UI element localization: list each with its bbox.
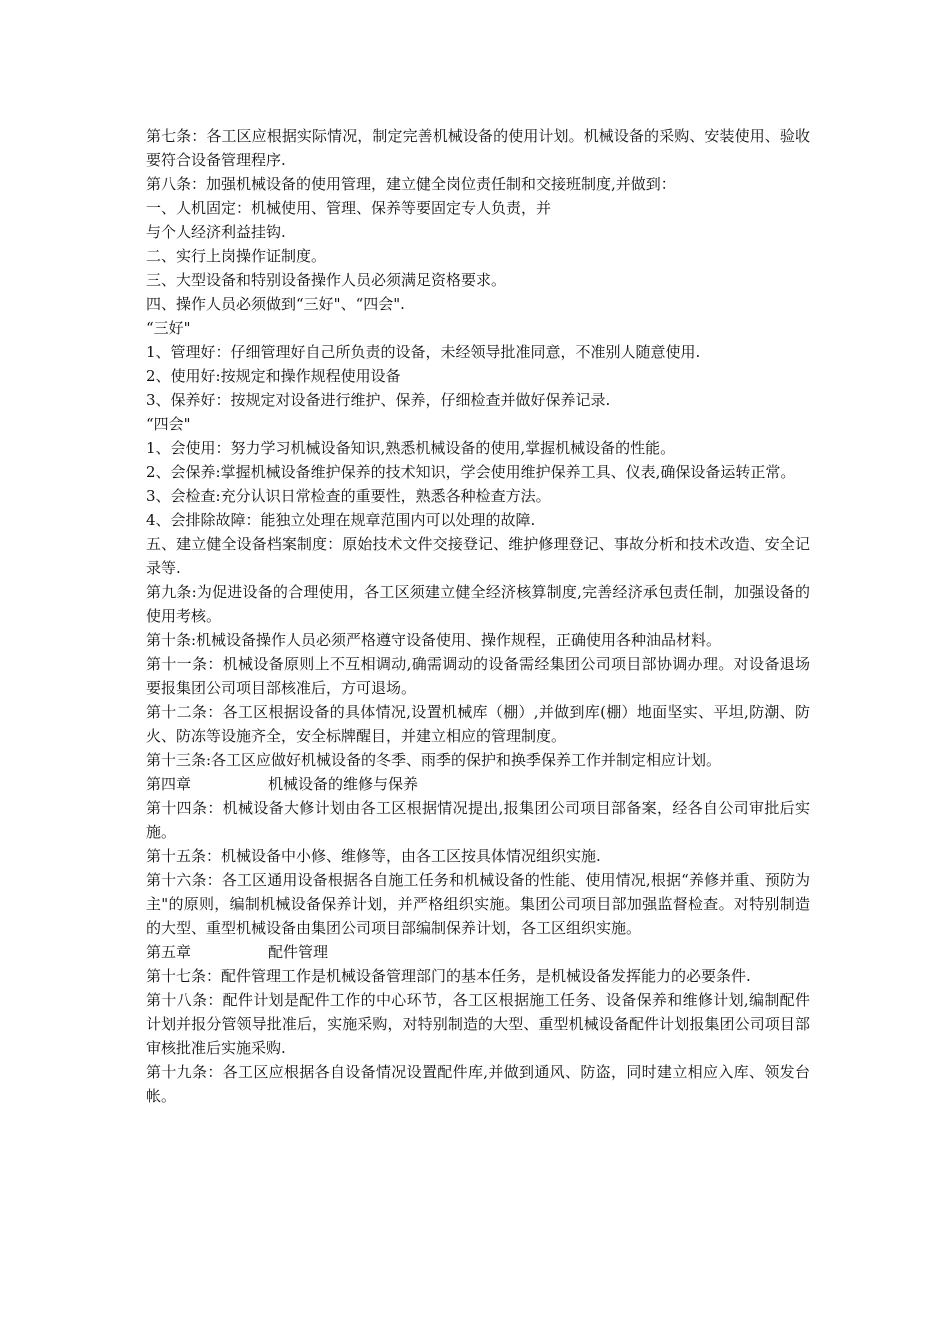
article-15: 第十五条：机械设备中小修、维修等，由各工区按具体情况组织实施. (146, 847, 601, 865)
item-1-continued: 与个人经济利益挂钩. (146, 223, 286, 241)
article-13: 第十三条:各工区应做好机械设备的冬季、雨季的保护和换季保养工作并制定相应计划。 (146, 751, 722, 769)
item-3: 三、大型设备和特别设备操作人员必须满足资格要求。 (146, 271, 507, 289)
article-14: 第十四条：机械设备大修计划由各工区根据情况提出,报集团公司项目部备案，经各自公司审批后实施。 (146, 799, 810, 841)
four-skills-4: 4、会排除故障：能独立处理在规章范围内可以处理的故障. (146, 511, 536, 529)
four-skills-heading: “四会" (146, 415, 191, 433)
article-9: 第九条:为促进设备的合理使用，各工区须建立健全经济核算制度,完善经济承包责任制，加强设备的使用考核。 (146, 583, 810, 625)
item-1: 一、人机固定：机械使用、管理、保养等要固定专人负责，并 (146, 199, 552, 217)
article-7: 第七条：各工区应根据实际情况，制定完善机械设备的使用计划。机械设备的采购、安装使用、验收要符合设备管理程序. (146, 127, 810, 169)
article-17: 第十七条：配件管理工作是机械设备管理部门的基本任务，是机械设备发挥能力的必要条件. (146, 967, 751, 985)
article-16: 第十六条：各工区通用设备根据各自施工任务和机械设备的性能、使用情况,根据“养修并重、预防为主"的原则，编制机械设备保养计划，并严格组织实施。集团公司项目部加强监督检查。对特别制造的大型、重型机械设备由集团公司项目部编制保养计划，各工区组织实施。 (146, 871, 810, 937)
item-5: 五、建立健全设备档案制度：原始技术文件交接登记、维护修理登记、事故分析和技术改造、安全记录等. (146, 535, 810, 577)
four-skills-1: 1、会使用：努力学习机械设备知识,熟悉机械设备的使用,掌握机械设备的性能。 (146, 439, 676, 457)
article-10: 第十条:机械设备操作人员必须严格遵守设备使用、操作规程，正确使用各种油品材料。 (146, 631, 722, 649)
chapter-5-heading (146, 940, 810, 964)
article-8: 第八条：加强机械设备的使用管理，建立健全岗位责任制和交接班制度,并做到： (146, 175, 676, 193)
document-page (146, 124, 810, 1108)
article-12: 第十二条：各工区根据设备的具体情况,设置机械库（棚）,并做到库(棚）地面坚实、平坦,防潮、防火、防冻等设施齐全，安全标牌醒目，并建立相应的管理制度。 (146, 703, 810, 745)
three-goods-3: 3、保养好：按规定对设备进行维护、保养，仔细检查并做好保养记录. (146, 391, 611, 409)
four-skills-3: 3、会检查:充分认识日常检查的重要性，熟悉各种检查方法。 (146, 487, 551, 505)
article-18: 第十八条：配件计划是配件工作的中心环节，各工区根据施工任务、设备保养和维修计划,编制配件计划并报分管领导批准后，实施采购，对特别制造的大型、重型机械设备配件计划报集团公司项目部审核批准后实施采购. (146, 991, 810, 1057)
chapter-4-heading (146, 772, 810, 796)
chapter-5-number: 第五章 (146, 943, 192, 961)
three-goods-heading: “三好" (146, 319, 191, 337)
chapter-4-title: 机械设备的维修与保养 (268, 775, 419, 793)
item-2: 二、实行上岗操作证制度。 (146, 247, 327, 265)
item-4: 四、操作人员必须做到“三好"、“四会". (146, 295, 405, 313)
three-goods-1: 1、管理好：仔细管理好自己所负责的设备，未经领导批准同意，不准别人随意使用. (146, 343, 701, 361)
chapter-5-title: 配件管理 (268, 943, 329, 961)
four-skills-2: 2、会保养:掌握机械设备维护保养的技术知识，学会使用维护保养工具、仪表,确保设备运转正常。 (146, 463, 796, 481)
three-goods-2: 2、使用好:按规定和操作规程使用设备 (146, 367, 401, 385)
article-19: 第十九条：各工区应根据各自设备情况设置配件库,并做到通风、防盗，同时建立相应入库、领发台帐。 (146, 1063, 810, 1105)
article-11: 第十一条：机械设备原则上不互相调动,确需调动的设备需经集团公司项目部协调办理。对设备退场要报集团公司项目部核准后，方可退场。 (146, 655, 810, 697)
chapter-4-number: 第四章 (146, 775, 192, 793)
